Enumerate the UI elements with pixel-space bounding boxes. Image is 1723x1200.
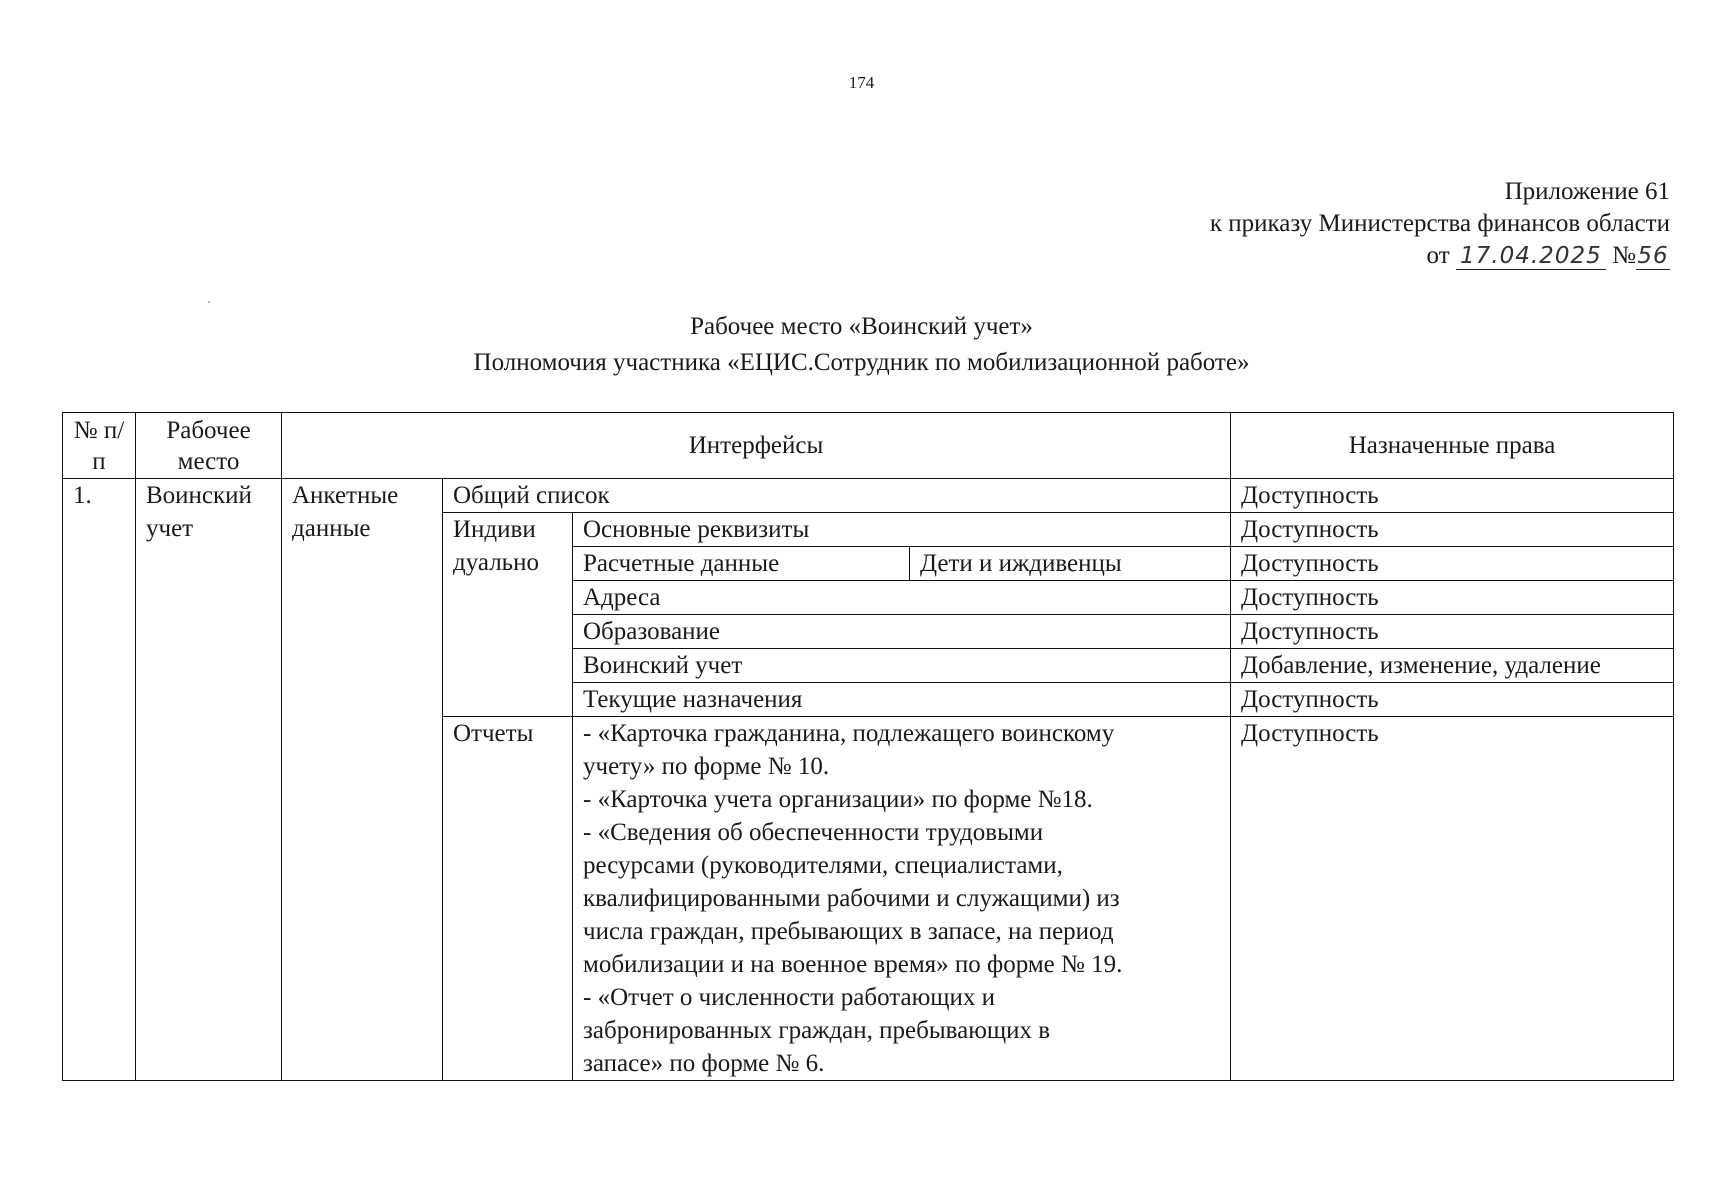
- table-row: [63, 479, 1674, 513]
- reports-list-cell: [573, 717, 1231, 1081]
- report-line: - «Сведения об обеспеченности трудовыми: [583, 819, 1044, 846]
- interface-cell: Расчетные данные: [573, 547, 910, 581]
- individual-cell: Индиви дуально: [443, 513, 573, 717]
- rights-cell: Доступность: [1231, 717, 1674, 1081]
- appendix-title: Приложение 61: [1504, 178, 1670, 205]
- rights-cell: Добавление, изменение, удаление: [1231, 649, 1674, 683]
- permissions-table: [62, 412, 1674, 1081]
- rights-cell: Доступность: [1231, 615, 1674, 649]
- report-line: ресурсами (руководителями, специалистами,: [583, 852, 1063, 879]
- rights-cell: Доступность: [1231, 683, 1674, 717]
- interface-cell: Основные реквизиты: [573, 513, 1231, 547]
- header-row: [63, 413, 1674, 479]
- section-cell: Анкетные данные: [282, 479, 443, 1081]
- header-rights: Назначенные права: [1231, 413, 1674, 479]
- rights-cell: Доступность: [1231, 581, 1674, 615]
- rights-cell: Доступность: [1231, 479, 1674, 513]
- interface-cell: Адреса: [573, 581, 1231, 615]
- scan-artifact: [208, 301, 210, 303]
- interface-cell: Образование: [573, 615, 1231, 649]
- reports-label-cell: Отчеты: [443, 717, 573, 1081]
- report-line: мобилизации и на военное время» по форме № 19.: [583, 951, 1123, 978]
- appendix-block: [1210, 176, 1670, 272]
- rights-cell: Доступность: [1231, 513, 1674, 547]
- report-line: забронированных граждан, пребывающих в: [583, 1017, 1051, 1044]
- rights-cell: Доступность: [1231, 547, 1674, 581]
- interface-cell: Текущие назначения: [573, 683, 1231, 717]
- appendix-order: к приказу Министерства финансов области: [1209, 210, 1670, 237]
- sub-interface-cell: Дети и иждивенцы: [910, 547, 1231, 581]
- workplace-cell: Воинский учет: [136, 479, 282, 1081]
- document-titles: [0, 309, 1723, 381]
- report-line: числа граждан, пребывающих в запасе, на период: [583, 918, 1114, 945]
- report-line: - «Карточка учета организации» по форме №18.: [583, 786, 1093, 813]
- interface-cell: Воинский учет: [573, 649, 1231, 683]
- header-workplace: Рабочее место: [136, 413, 282, 479]
- row-number: 1.: [63, 479, 136, 1081]
- appendix-date-line: [1210, 240, 1670, 272]
- from-label: от: [1426, 242, 1450, 269]
- header-interfaces: Интерфейсы: [282, 413, 1231, 479]
- page-number: 174: [848, 73, 875, 92]
- handwritten-date: 17.04.2025: [1456, 243, 1606, 270]
- report-line: запасе» по форме № 6.: [583, 1050, 825, 1077]
- general-list-cell: Общий список: [443, 479, 1231, 513]
- workplace-title: Рабочее место «Воинский учет»: [690, 313, 1033, 340]
- permissions-title: Полномочия участника «ЕЦИС.Сотрудник по мобилизационной работе»: [473, 349, 1250, 376]
- report-line: учету» по форме № 10.: [583, 753, 830, 780]
- number-label: №: [1612, 242, 1636, 269]
- header-num: № п/п: [63, 413, 136, 479]
- report-line: квалифицированными рабочими и служащими) из: [583, 885, 1120, 912]
- handwritten-number: 56: [1637, 243, 1669, 269]
- report-line: - «Отчет о численности работающих и: [583, 984, 996, 1011]
- report-line: - «Карточка гражданина, подлежащего воинскому: [583, 720, 1115, 747]
